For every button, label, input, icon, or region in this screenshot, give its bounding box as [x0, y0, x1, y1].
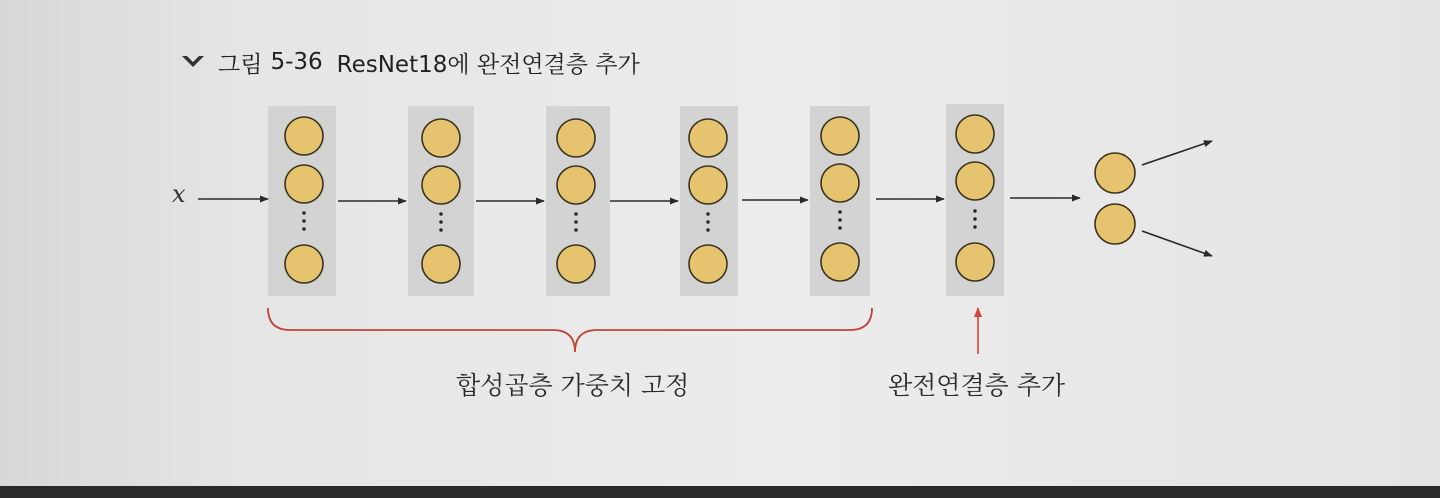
output-arrow-down-icon	[1142, 231, 1212, 256]
bottom-edge	[0, 486, 1440, 498]
caption-title: ResNet18에 완전연결층 추가	[336, 51, 640, 78]
curly-brace-icon	[268, 308, 872, 352]
vertical-dots-icon	[302, 209, 977, 232]
output-arrow-up-icon	[1142, 141, 1212, 165]
caption-number: 5-36	[270, 49, 323, 75]
input-label: x	[172, 180, 186, 208]
caption-label: 그림	[218, 51, 263, 78]
output-nodes	[1095, 153, 1135, 244]
added-layer-label: 완전연결층 추가	[888, 371, 1065, 400]
frozen-layers-label: 합성곱층 가중치 고정	[456, 371, 690, 400]
